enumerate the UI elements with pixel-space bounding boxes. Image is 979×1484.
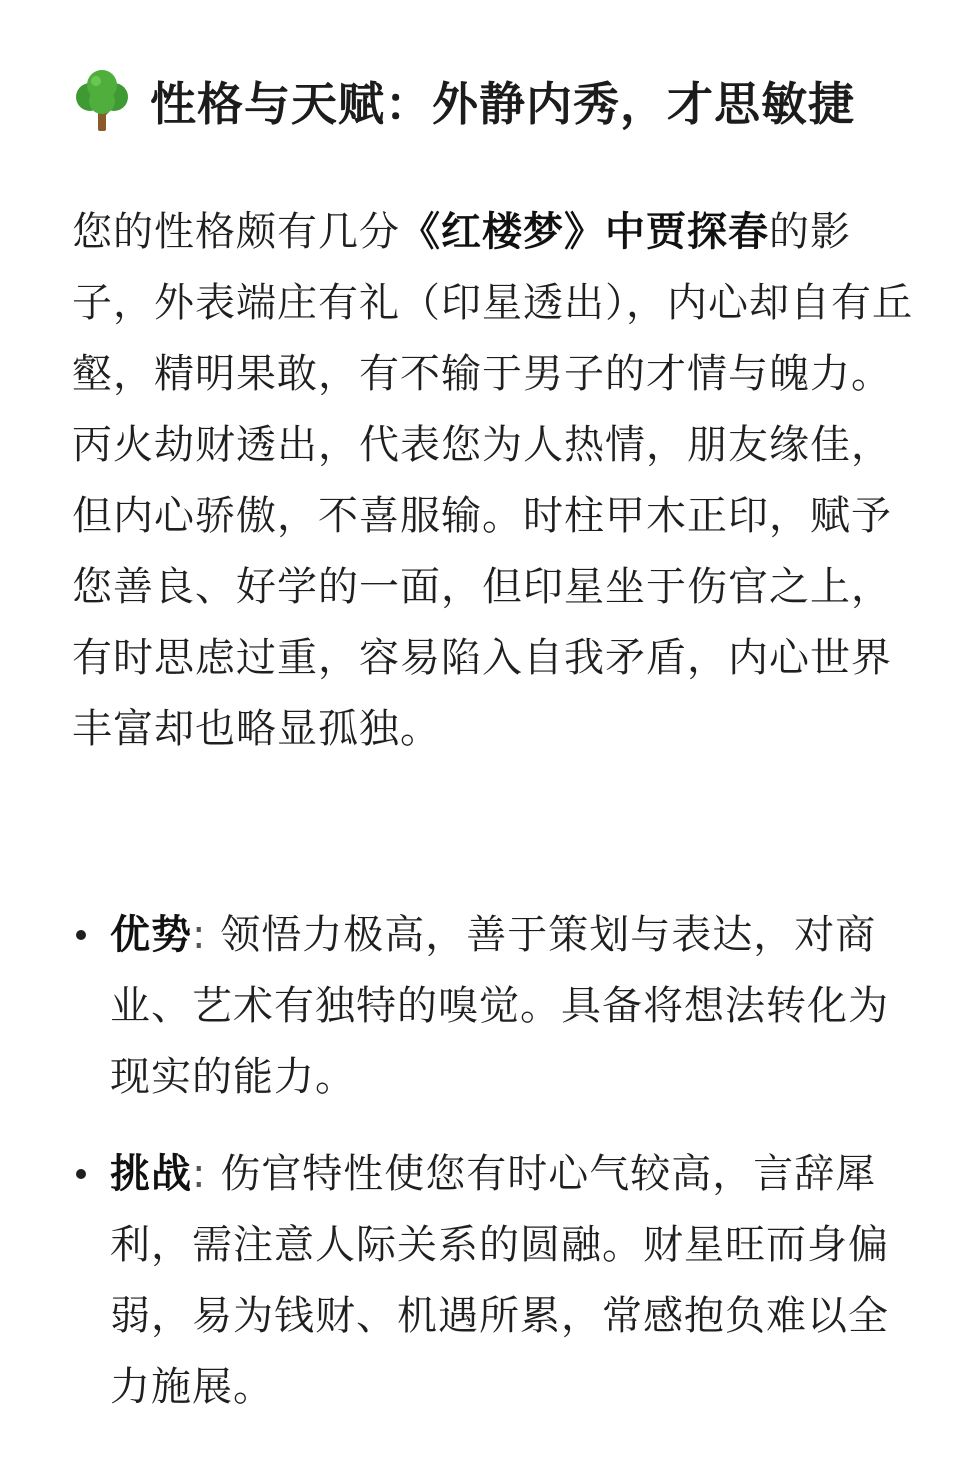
tree-icon bbox=[72, 69, 132, 133]
section-heading bbox=[72, 68, 952, 134]
strength-separator: : bbox=[192, 912, 221, 958]
challenge-label: 挑战 bbox=[110, 1151, 192, 1197]
intro-paragraph bbox=[72, 197, 918, 765]
list-item-strength bbox=[72, 900, 918, 1113]
challenge-separator: : bbox=[192, 1151, 221, 1197]
intro-lead: 您的性格颇有几分 bbox=[72, 209, 400, 255]
intro-highlight: 《红楼梦》中贾探春 bbox=[400, 209, 769, 255]
intro-body: 的影子，外表端庄有礼（印星透出），内心却自有丘壑，精明果敢，有不输于男子的才情与魄力。丙火劫财透出，代表您为人热情，朋友缘佳，但内心骄傲，不喜服输。时柱甲木正印，赋予您善良、好学的一面，但印星坐于伤官之上，有时思虑过重，容易陷入自我矛盾，内心世界丰富却也略显孤独。 bbox=[72, 209, 913, 752]
traits-list bbox=[72, 900, 918, 1449]
challenge-text: 伤官特性使您有时心气较高，言辞犀利，需注意人际关系的圆融。财星旺而身偏弱，易为钱财、机遇所累，常感抱负难以全力施展。 bbox=[110, 1151, 889, 1410]
bullet-dot bbox=[76, 930, 86, 940]
bullet-dot bbox=[76, 1169, 86, 1179]
list-item-challenge bbox=[72, 1139, 918, 1423]
section-title: 性格与天赋：外静内秀，才思敏捷 bbox=[150, 77, 855, 131]
strength-label: 优势 bbox=[110, 912, 192, 958]
strength-text: 领悟力极高，善于策划与表达，对商业、艺术有独特的嗅觉。具备将想法转化为现实的能力。 bbox=[110, 912, 889, 1100]
